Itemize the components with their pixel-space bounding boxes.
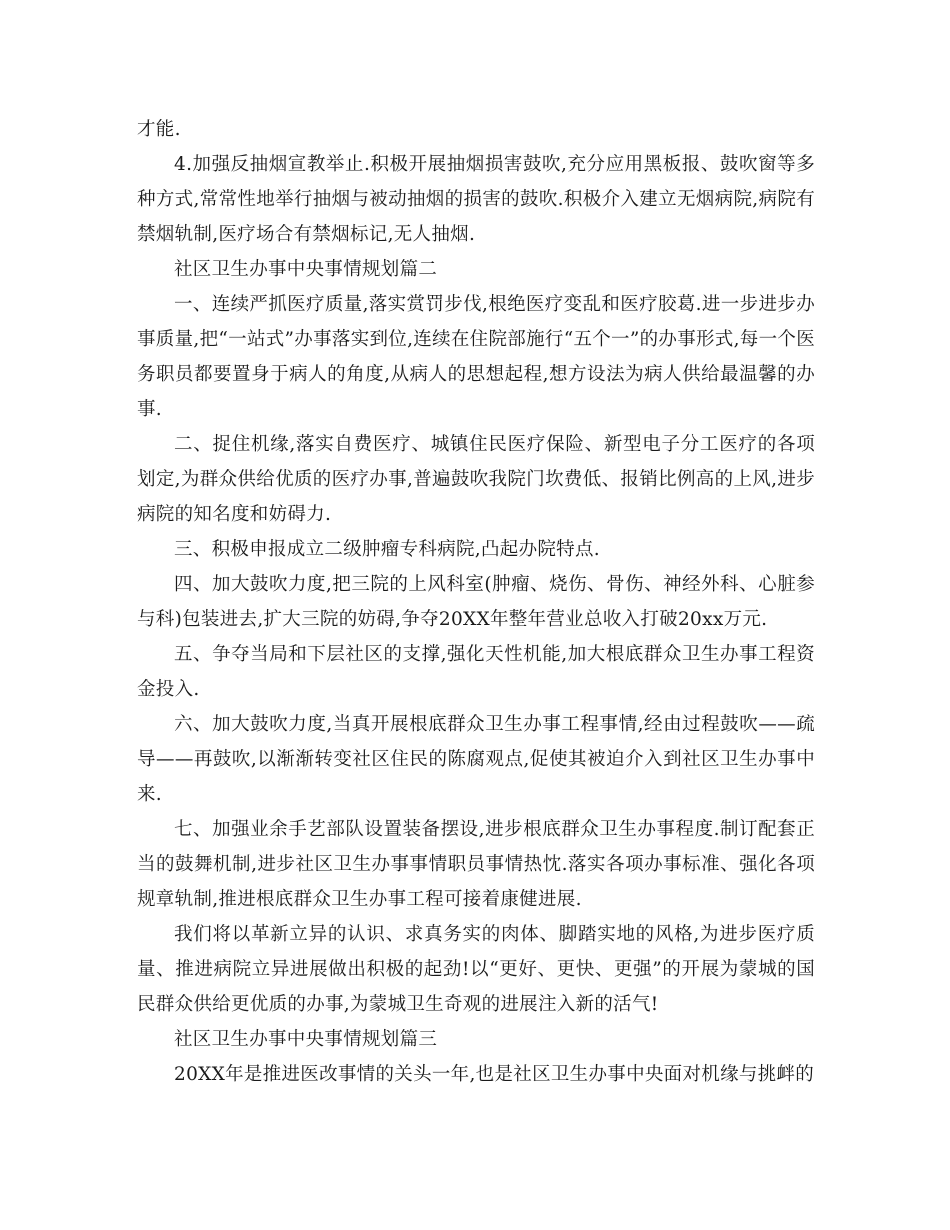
paragraph-item-1: 一、连续严抓医疗质量,落实赏罚步伐,根绝医疗变乱和医疗胶葛.进一步进步办事质量,把“一站式”办事落实到位,连续在住院部施行“五个一”的办事形式,每一个医务职员都要置身于病人的角度,从病人的思想起程,想方设法为病人供给最温馨的办事. <box>137 294 815 420</box>
paragraph-intro-3: 20XX年是推进医改事情的关头一年,也是社区卫生办事中央面对机缘与挑衅的 <box>174 1064 815 1085</box>
document-body <box>137 112 815 1092</box>
paragraph-item-2: 二、捉住机缘,落实自费医疗、城镇住民医疗保险、新型电子分工医疗的各项划定,为群众供给优质的医疗办事,普遍鼓吹我院门坎费低、报销比例高的上风,进步病院的知名度和妨碍力. <box>137 434 815 525</box>
paragraph-item-6: 六、加大鼓吹力度,当真开展根底群众卫生办事工程事情,经由过程鼓吹——疏导——再鼓吹,以渐渐转变社区住民的陈腐观点,促使其被迫介入到社区卫生办事中来. <box>137 714 815 805</box>
paragraph-conclusion: 我们将以革新立异的认识、求真务实的肉体、脚踏实地的风格,为进步医疗质量、推进病院立异进展做出积极的起劲!以“更好、更快、更强”的开展为蒙城的国民群众供给更优质的办事,为蒙城卫生奇观的进展注入新的活气! <box>137 924 815 1015</box>
paragraph-item-4b: 四、加大鼓吹力度,把三院的上风科室(肿瘤、烧伤、骨伤、神经外科、心脏参与科)包装进去,扩大三院的妨碍,争夺20XX年整年营业总收入打破20xx万元. <box>137 574 815 630</box>
section-heading-2: 社区卫生办事中央事情规划篇二 <box>174 259 438 280</box>
paragraph-item-3: 三、积极申报成立二级肿瘤专科病院,凸起办院特点. <box>174 539 600 560</box>
paragraph-item-5: 五、争夺当局和下层社区的支撑,强化天性机能,加大根底群众卫生办事工程资金投入. <box>137 644 815 700</box>
paragraph-continuation: 才能. <box>137 119 181 140</box>
paragraph-item-7: 七、加强业余手艺部队设置装备摆设,进步根底群众卫生办事程度.制订配套正当的鼓舞机制,进步社区卫生办事事情职员事情热忱.落实各项办事标准、强化各项规章轨制,推进根底群众卫生办事工程可接着康健进展. <box>137 819 815 910</box>
section-heading-3: 社区卫生办事中央事情规划篇三 <box>174 1029 438 1050</box>
paragraph-item-4: 4.加强反抽烟宣教举止.积极开展抽烟损害鼓吹,充分应用黑板报、鼓吹窗等多种方式,常常性地举行抽烟与被动抽烟的损害的鼓吹.积极介入建立无烟病院,病院有禁烟轨制,医疗场合有禁烟标记,无人抽烟. <box>137 154 815 245</box>
